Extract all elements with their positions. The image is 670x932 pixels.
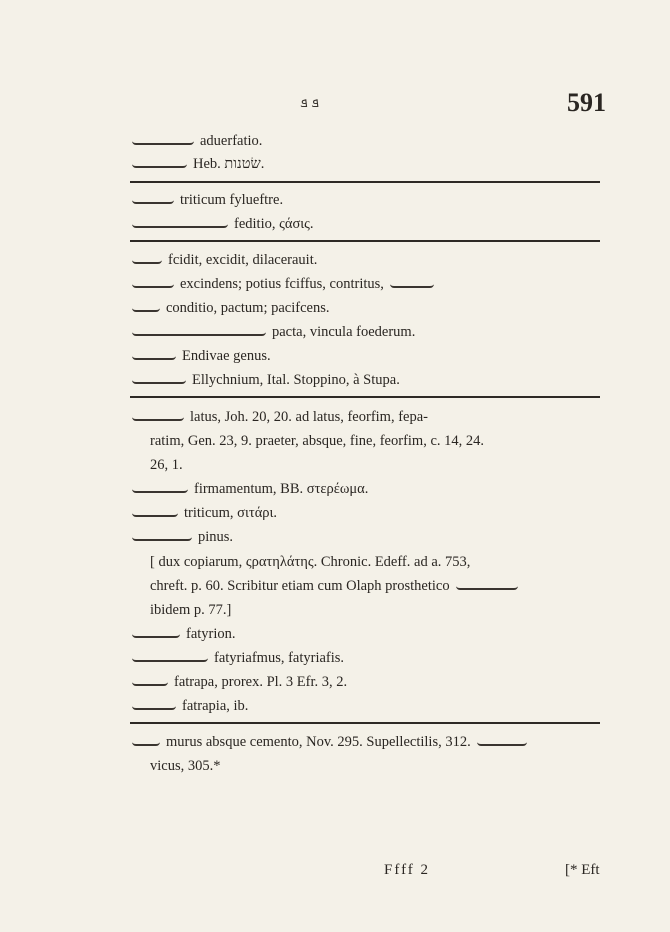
entry-line: conditio, pactum; pacifcens. — [132, 299, 329, 317]
syriac-word — [132, 676, 168, 686]
entry-line: fcidit, excidit, dilacerauit. — [132, 251, 317, 269]
entry-line: murus absque cemento, Nov. 295. Supellectilis, 312. — [132, 733, 533, 751]
entry-line: Ellychnium, Ital. Stoppino, à Stupa. — [132, 371, 400, 389]
entry-line: 26, 1. — [150, 457, 183, 473]
syriac-word — [132, 507, 178, 517]
entry-line: triticum fylueftre. — [132, 191, 283, 209]
syriac-word — [132, 326, 266, 336]
syriac-word — [477, 736, 527, 746]
entry-line: fatrapia, ib. — [132, 697, 248, 715]
section-rule — [130, 396, 600, 398]
syriac-word — [132, 194, 174, 204]
syriac-word — [132, 736, 160, 746]
syriac-word — [390, 278, 434, 288]
entry-line: [ dux copiarum, ςρατηλάτης. Chronic. Edeff. ad a. 753, — [150, 554, 471, 570]
syriac-word — [456, 580, 518, 590]
entry-line: fatyriafmus, fatyriafis. — [132, 649, 344, 667]
page-header — [0, 86, 670, 126]
page-number: 591 — [567, 88, 606, 117]
entry-line: pacta, vincula foederum. — [132, 323, 415, 341]
entry-line: ratim, Gen. 23, 9. praeter, absque, fine, feorfim, c. 14, 24. — [150, 433, 485, 449]
syriac-word — [132, 158, 187, 168]
entry-line: chreft. p. 60. Scribitur etiam cum Olaph prosthetico — [150, 577, 524, 595]
syriac-word — [132, 411, 184, 421]
syriac-word — [132, 350, 176, 360]
syriac-word — [132, 302, 160, 312]
entry-line: vicus, 305.* — [150, 758, 221, 774]
entry-line: pinus. — [132, 528, 233, 546]
entry-line: triticum, σιτάρι. — [132, 504, 277, 522]
syriac-word — [132, 700, 176, 710]
syriac-word — [132, 374, 186, 384]
entry-line: excindens; potius fciffus, contritus, — [132, 275, 440, 293]
entry-line: latus, Joh. 20, 20. ad latus, feorfim, fepa- — [132, 408, 428, 426]
syriac-word — [132, 254, 162, 264]
entry-line: fatrapa, prorex. Pl. 3 Efr. 3, 2. — [132, 673, 347, 691]
syriac-word — [132, 278, 174, 288]
section-rule — [130, 181, 600, 183]
entry-line: feditio, ςάσις. — [132, 215, 314, 233]
syriac-word — [132, 628, 180, 638]
running-head-syriac: ܦ ܦ — [300, 96, 319, 111]
signature-mark: Ffff 2 — [384, 862, 431, 878]
syriac-word — [132, 652, 208, 662]
entry-line: Heb. שׂטנות. — [132, 155, 264, 173]
section-rule — [130, 240, 600, 242]
entry-line: ibidem p. 77.] — [150, 602, 232, 618]
section-rule — [130, 722, 600, 724]
syriac-word — [132, 483, 188, 493]
entry-line: fatyrion. — [132, 625, 236, 643]
entry-line: firmamentum, BB. στερέωμα. — [132, 480, 368, 498]
syriac-word — [132, 531, 192, 541]
entry-line: aduerfatio. — [132, 132, 262, 150]
syriac-word — [132, 218, 228, 228]
entry-line: Endivae genus. — [132, 347, 271, 365]
syriac-word — [132, 135, 194, 145]
catchword: [* Eft — [565, 862, 600, 878]
